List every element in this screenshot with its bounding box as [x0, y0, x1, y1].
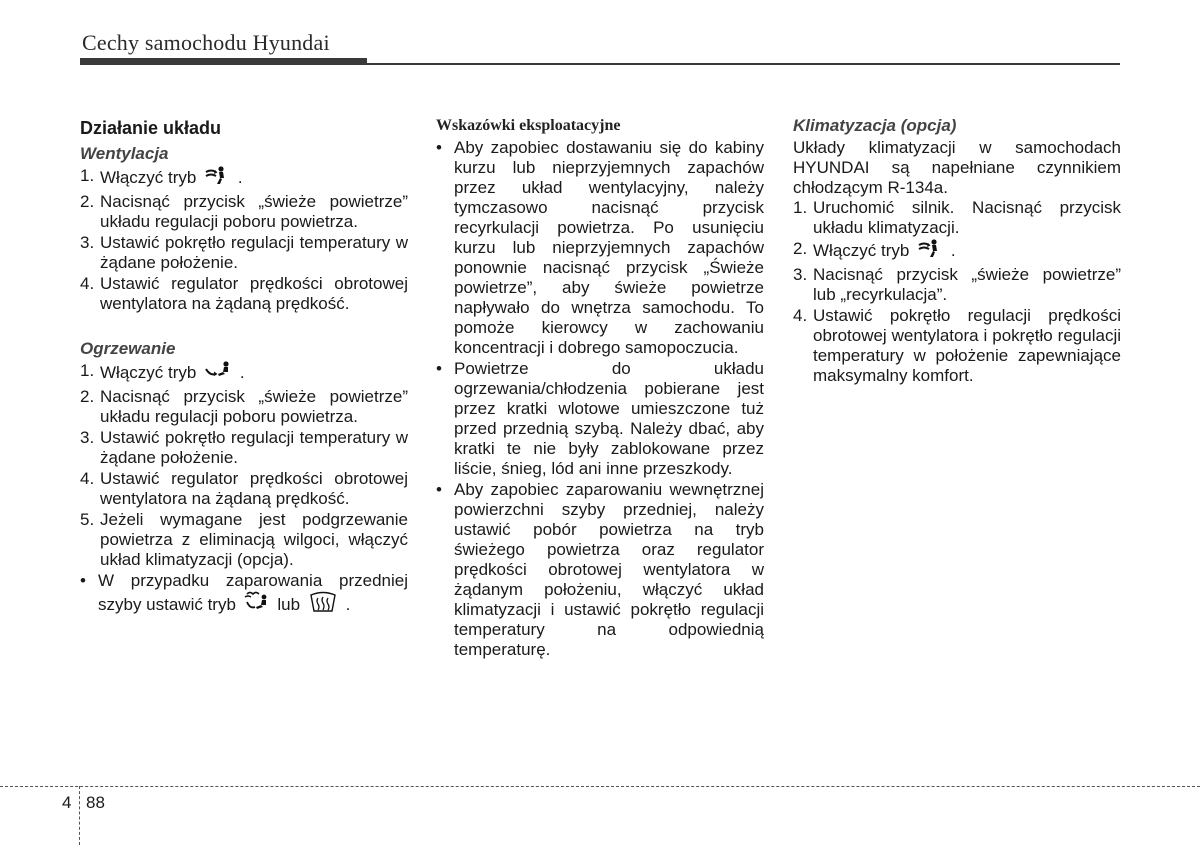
- step-text: Nacisnąć przycisk „świeże powietrze” układu regulacji poboru powietrza.: [100, 387, 408, 426]
- step-text: Nacisnąć przycisk „świeże powietrze” układu regulacji poboru powietrza.: [100, 192, 408, 231]
- ventilation-steps: [80, 166, 408, 314]
- step-number: 1.: [793, 198, 808, 217]
- header-bar: [80, 58, 367, 65]
- tip-text: Aby zapobiec zaparowaniu wewnętrznej powierzchni szyby przedniej, należy ustawić pobór powietrza na tryb świeżego powietrza oraz regulator prędkości obrotowej wentylatora w żądanym położeniu, włączyć układ klimatyzacji i ustawić pokrętło regulacji temperatury na odpowiednią temperaturę.: [454, 480, 764, 659]
- ventilation-step-1: [80, 166, 408, 191]
- column-air-conditioning: [793, 116, 1121, 387]
- heating-step: [80, 469, 408, 509]
- heating-steps: [80, 361, 408, 570]
- step-number: 3.: [80, 233, 95, 252]
- ac-intro: Układy klimatyzacji w samochodach HYUNDAI są napełniane czynnikiem chłodzącym R-134a.: [793, 138, 1121, 197]
- floor-defrost-mode-icon: [244, 591, 270, 618]
- ac-step: [793, 198, 1121, 238]
- ac-step: [793, 306, 1121, 386]
- ventilation-step: [80, 192, 408, 232]
- footer-dashed-rule: [0, 786, 1200, 787]
- step-number: 2.: [793, 239, 808, 258]
- step-text: Uruchomić silnik. Nacisnąć przycisk układu klimatyzacji.: [813, 198, 1121, 237]
- header-rule: [367, 63, 1120, 65]
- step-number: 3.: [80, 428, 95, 447]
- column-operation-tips: [436, 116, 764, 661]
- bullet-mark: •: [80, 571, 86, 590]
- column-system-operation: [80, 116, 408, 619]
- tip-item: [436, 359, 764, 479]
- spacer: [80, 315, 408, 339]
- step-text: Nacisnąć przycisk „świeże powietrze” lub „recyrkulacja”.: [813, 265, 1121, 304]
- step-text: Ustawić pokrętło regulacji temperatury w żądane położenie.: [100, 428, 408, 467]
- heating-step: [80, 510, 408, 570]
- ac-step-2: [793, 239, 1121, 264]
- ventilation-step: [80, 233, 408, 273]
- bullet-mark: •: [436, 359, 442, 378]
- ventilation-step: [80, 274, 408, 314]
- tip-item: [436, 480, 764, 660]
- step-text: Ustawić pokrętło regulacji prędkości obrotowej wentylatora i pokrętło regulacji temperatury w położenie zapewniające maksymalny komfort.: [813, 306, 1121, 385]
- step-number: 1.: [80, 361, 95, 380]
- step-text-end: .: [237, 168, 243, 187]
- heating-step-1: [80, 361, 408, 386]
- step-text-end: .: [239, 363, 245, 382]
- section-title-air-conditioning: Klimatyzacja (opcja): [793, 116, 957, 135]
- note-text: W przypadku zaparowania przedniej szyby ustawić tryb: [98, 571, 408, 614]
- page-number: 88: [86, 793, 105, 812]
- tip-text: Powietrze do układu ogrzewania/chłodzenia pobierane jest przez kratki wlotowe umieszczone tuż przed przednią szybą. Należy dbać, aby kratki te nie były zablokowane przez liście, śnieg, lód ani inne przeszkody.: [454, 359, 764, 478]
- note-text-or: lub: [277, 595, 301, 614]
- step-number: 5.: [80, 510, 95, 529]
- subtitle-heating: Ogrzewanie: [80, 339, 176, 358]
- step-text-end: .: [950, 241, 956, 260]
- tip-item: [436, 138, 764, 358]
- heating-step: [80, 428, 408, 468]
- bullet-mark: •: [436, 480, 442, 499]
- tips-list: [436, 138, 764, 660]
- step-number: 4.: [80, 469, 95, 488]
- face-vent-mode-icon: [204, 166, 230, 191]
- footer-dashed-divider: [79, 786, 80, 845]
- heating-step: [80, 387, 408, 427]
- step-text: Ustawić pokrętło regulacji temperatury w żądane położenie.: [100, 233, 408, 272]
- bullet-mark: •: [436, 138, 442, 157]
- page-header-title: Cechy samochodu Hyundai: [82, 30, 330, 55]
- step-number: 2.: [80, 192, 95, 211]
- tip-text: Aby zapobiec dostawaniu się do kabiny kurzu lub nieprzyjemnych zapachów przez układ wentylacyjny, należy tymczasowo nacisnąć przycisk recyrkulacji powietrza. Po usunięciu kurzu lub nieprzyjemnych zapachów ponownie nacisnąć przycisk „Świeże powietrze”, aby świeże powietrze napływało do wnętrza samochodu. To pomoże kierowcy w zachowaniu koncentracji i dobrego samopoczucia.: [454, 138, 764, 357]
- step-number: 2.: [80, 387, 95, 406]
- subtitle-ventilation: Wentylacja: [80, 144, 169, 163]
- section-title-operation-tips: Wskazówki eksploatacyjne: [436, 117, 621, 134]
- step-text: Włączyć tryb: [100, 363, 197, 382]
- step-text: Ustawić regulator prędkości obrotowej wentylatora na żądaną prędkość.: [100, 274, 408, 313]
- face-vent-mode-icon: [917, 239, 943, 264]
- note-text-end: .: [345, 595, 351, 614]
- step-number: 1.: [80, 166, 95, 185]
- step-number: 3.: [793, 265, 808, 284]
- ac-step: [793, 265, 1121, 305]
- step-number: 4.: [793, 306, 808, 325]
- ac-steps: [793, 198, 1121, 386]
- chapter-number: 4: [62, 793, 72, 812]
- floor-vent-mode-icon: [204, 361, 232, 386]
- step-text: Jeżeli wymagane jest podgrzewanie powietrza z eliminacją wilgoci, włączyć układ klimatyzacji (opcja).: [100, 510, 408, 569]
- windshield-defrost-icon: [308, 591, 338, 618]
- step-text: Włączyć tryb: [813, 241, 910, 260]
- step-text: Ustawić regulator prędkości obrotowej wentylatora na żądaną prędkość.: [100, 469, 408, 508]
- defrost-note: [80, 571, 408, 618]
- step-text: Włączyć tryb: [100, 168, 197, 187]
- section-title-system-operation: Działanie układu: [80, 118, 222, 138]
- step-number: 4.: [80, 274, 95, 293]
